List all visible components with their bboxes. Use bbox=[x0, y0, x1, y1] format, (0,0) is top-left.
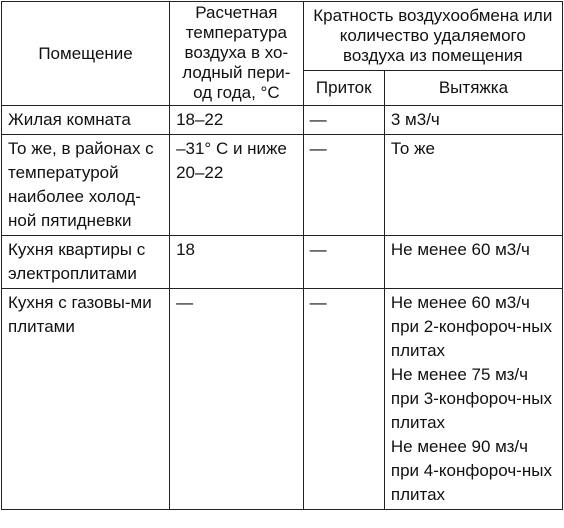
exhaust-text: Не менее 60 м3/ч при 2-конфороч-ных плитах bbox=[390, 293, 552, 360]
cell-exhaust bbox=[384, 236, 562, 289]
header-temp-text: Расчетная температура воздуха в хо-лодный пери-од года, °С bbox=[182, 2, 291, 102]
cell-exhaust bbox=[384, 289, 562, 510]
header-exchange-text: Кратность воздухообмена или количество удаляемого воздуха из помещения bbox=[313, 6, 553, 65]
temp-text: –31° С и ниже 20–22 bbox=[176, 139, 287, 182]
cell-inflow bbox=[303, 106, 384, 135]
cell-exhaust bbox=[384, 106, 562, 135]
room-text: То же, в районах с температурой наиболее холод-ной пятидневки bbox=[8, 139, 154, 230]
cell-inflow bbox=[303, 289, 384, 510]
table-row bbox=[2, 236, 563, 289]
table-row bbox=[2, 289, 563, 510]
inflow-text: — bbox=[309, 139, 327, 158]
cell-room bbox=[2, 135, 170, 236]
ventilation-table bbox=[1, 1, 563, 510]
cell-temp bbox=[170, 236, 304, 289]
room-text: Жилая комната bbox=[8, 110, 131, 129]
header-room-text: Помещение bbox=[38, 43, 133, 63]
header-exhaust-text: Вытяжка bbox=[438, 78, 509, 97]
exhaust-text: Не менее 60 м3/ч bbox=[390, 240, 530, 259]
cell-temp bbox=[170, 135, 304, 236]
header-temp bbox=[170, 2, 304, 106]
room-text: Кухня с газовы-ми плитами bbox=[8, 293, 152, 336]
temp-text: 18–22 bbox=[176, 110, 224, 129]
temp-text: — bbox=[176, 293, 194, 312]
cell-inflow bbox=[303, 236, 384, 289]
room-text: Кухня квартиры с электроплитами bbox=[8, 240, 146, 283]
header-inflow-text: Приток bbox=[315, 78, 372, 97]
inflow-text: — bbox=[309, 110, 327, 129]
cell-room bbox=[2, 289, 170, 510]
header-exhaust bbox=[384, 71, 562, 106]
cell-temp bbox=[170, 106, 304, 135]
header-exchange bbox=[303, 2, 562, 71]
cell-room bbox=[2, 106, 170, 135]
exhaust-text: 3 м3/ч bbox=[390, 110, 440, 129]
table-row bbox=[2, 106, 563, 135]
exhaust-text: То же bbox=[390, 139, 435, 158]
exhaust-text: Не менее 75 мз/ч при 3-конфороч-ных плитах bbox=[390, 365, 552, 432]
header-inflow bbox=[303, 71, 384, 106]
temp-text: 18 bbox=[176, 240, 195, 259]
cell-inflow bbox=[303, 135, 384, 236]
inflow-text: — bbox=[309, 240, 327, 259]
cell-exhaust bbox=[384, 135, 562, 236]
cell-temp bbox=[170, 289, 304, 510]
table-row bbox=[2, 135, 563, 236]
exhaust-text: Не менее 90 мз/ч при 4-конфороч-ных плитах bbox=[390, 437, 552, 504]
header-room bbox=[2, 2, 170, 106]
cell-room bbox=[2, 236, 170, 289]
inflow-text: — bbox=[309, 293, 327, 312]
